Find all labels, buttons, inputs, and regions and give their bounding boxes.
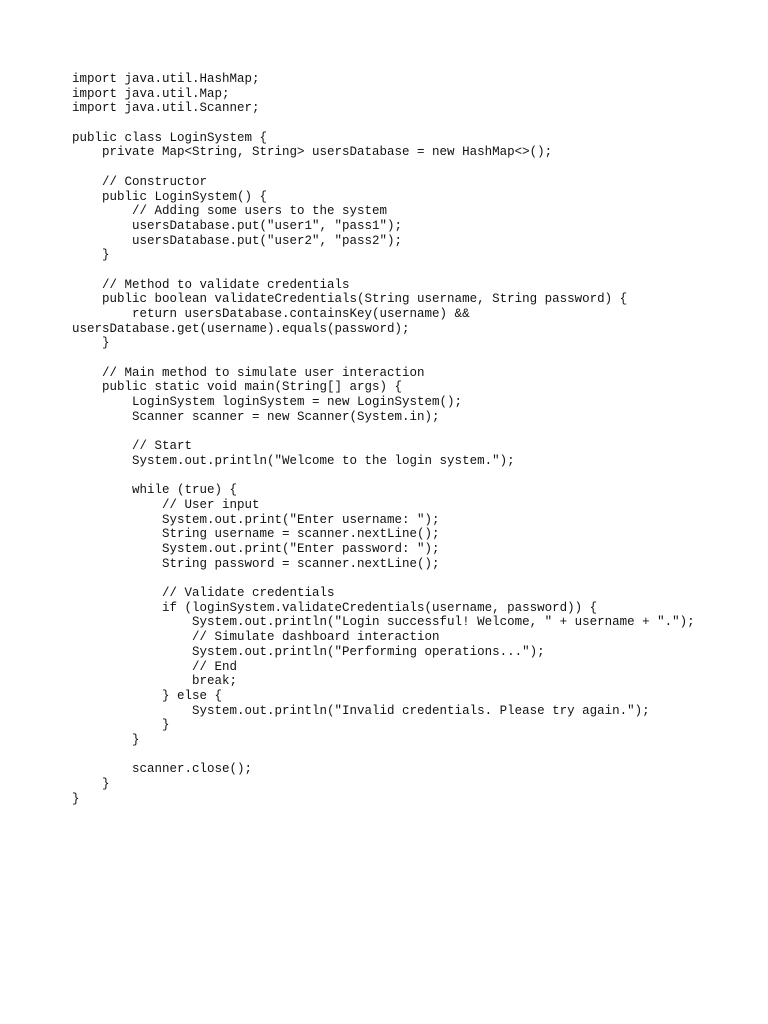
code-line: System.out.println("Login successful! Welcome, " + username + ".");	[72, 615, 695, 630]
code-line: String username = scanner.nextLine();	[72, 527, 440, 542]
code-line: // Adding some users to the system	[72, 204, 388, 219]
code-line: }	[72, 777, 110, 791]
code-line	[72, 469, 695, 484]
code-line: // Simulate dashboard interaction	[72, 630, 440, 645]
code-line	[72, 160, 695, 175]
code-line: scanner.close();	[72, 762, 253, 777]
code-line: System.out.print("Enter password: ");	[72, 542, 440, 556]
code-line: System.out.println("Invalid credentials. Please try again.");	[72, 703, 650, 718]
code-listing	[72, 72, 695, 806]
code-line: // End	[72, 659, 238, 674]
code-line: import java.util.HashMap;	[72, 72, 260, 86]
code-line: System.out.print("Enter username: ");	[72, 512, 440, 527]
code-line: usersDatabase.put("user2", "pass2");	[72, 233, 403, 248]
code-line: }	[72, 248, 110, 263]
code-line: LoginSystem loginSystem = new LoginSystem();	[72, 395, 463, 410]
code-line: Scanner scanner = new Scanner(System.in);	[72, 409, 440, 424]
code-line: while (true) {	[72, 483, 238, 498]
code-line: } else {	[72, 688, 223, 703]
code-line	[72, 748, 695, 763]
code-line: private Map<String, String> usersDatabase = new HashMap<>();	[72, 145, 553, 160]
code-line: // Constructor	[72, 174, 208, 189]
code-line: }	[72, 336, 110, 351]
code-line: public class LoginSystem {	[72, 130, 268, 145]
code-line: }	[72, 732, 140, 747]
code-line: String password = scanner.nextLine();	[72, 556, 440, 571]
code-line: public LoginSystem() {	[72, 189, 268, 204]
code-line: if (loginSystem.validateCredentials(username, password)) {	[72, 600, 598, 615]
code-line: System.out.println("Welcome to the login system.");	[72, 453, 515, 468]
code-line: usersDatabase.get(username).equals(password);	[72, 321, 410, 336]
code-line: break;	[72, 674, 238, 689]
code-line: }	[72, 791, 80, 806]
code-line: // Validate credentials	[72, 586, 335, 601]
code-line: usersDatabase.put("user1", "pass1");	[72, 218, 403, 233]
code-line: return usersDatabase.containsKey(username) &&	[72, 307, 470, 321]
code-line: System.out.println("Performing operations...");	[72, 644, 545, 659]
code-line: // Main method to simulate user interaction	[72, 365, 425, 380]
code-line: }	[72, 718, 170, 733]
code-line: // Method to validate credentials	[72, 277, 350, 292]
code-line	[72, 351, 695, 366]
code-line: public boolean validateCredentials(String username, String password) {	[72, 292, 628, 307]
code-line	[72, 571, 695, 586]
code-line	[72, 263, 695, 278]
code-line: // Start	[72, 439, 193, 454]
code-line	[72, 116, 695, 131]
code-line: import java.util.Map;	[72, 86, 230, 101]
code-line: // User input	[72, 497, 260, 512]
code-line	[72, 425, 695, 440]
code-line: public static void main(String[] args) {	[72, 380, 403, 395]
code-line: import java.util.Scanner;	[72, 101, 260, 116]
